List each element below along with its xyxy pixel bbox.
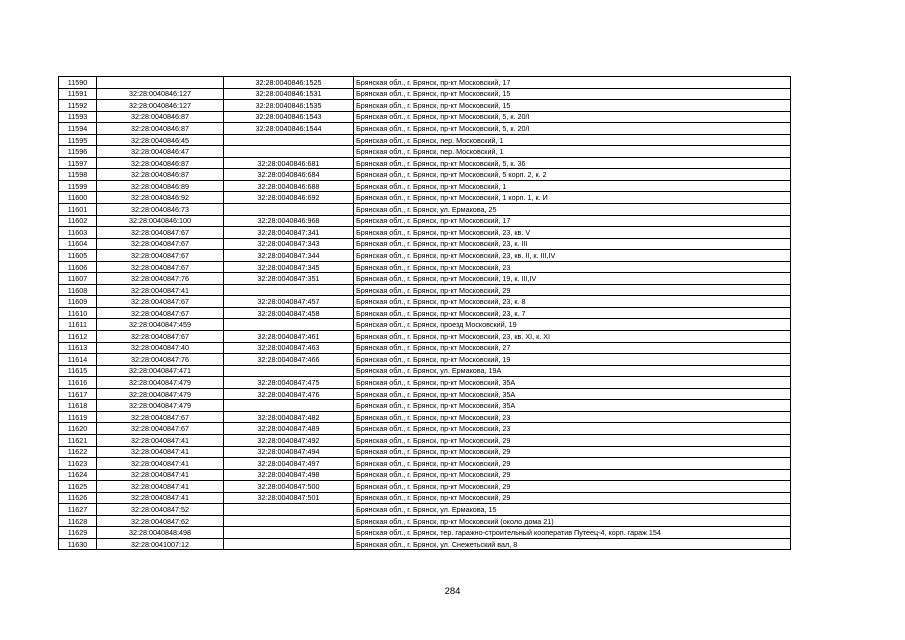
parent-cadastral-number-cell: 32:28:0040846:87	[97, 111, 224, 123]
cadastral-number-cell: 32:28:0040846:681	[224, 157, 354, 169]
row-number-cell: 11609	[59, 296, 97, 308]
cadastral-number-cell	[224, 504, 354, 516]
address-cell: Брянская обл., г. Брянск, пр-кт Московский, 5, к. 20/I	[354, 123, 791, 135]
cadastral-number-cell: 32:28:0040847:345	[224, 261, 354, 273]
table-row	[59, 307, 791, 319]
parent-cadastral-number-cell: 32:28:0040847:41	[97, 458, 224, 470]
cadastral-number-cell: 32:28:0040847:461	[224, 331, 354, 343]
address-cell: Брянская обл., г. Брянск, пр-кт Московский, 23, к. 7	[354, 307, 791, 319]
table-row	[59, 504, 791, 516]
address-cell: Брянская обл., г. Брянск, проезд Московский, 19	[354, 319, 791, 331]
cadastral-number-cell: 32:28:0040847:494	[224, 446, 354, 458]
cadastral-number-cell: 32:28:0040846:968	[224, 215, 354, 227]
table-row	[59, 527, 791, 539]
table-row	[59, 434, 791, 446]
row-number-cell: 11628	[59, 515, 97, 527]
address-cell: Брянская обл., г. Брянск, пр-кт Московский (около дома 21)	[354, 515, 791, 527]
row-number-cell: 11596	[59, 146, 97, 158]
table-row	[59, 134, 791, 146]
table-row	[59, 146, 791, 158]
row-number-cell: 11605	[59, 250, 97, 262]
cadastral-number-cell	[224, 319, 354, 331]
address-cell: Брянская обл., г. Брянск, пр-кт Московский, 29	[354, 458, 791, 470]
cadastral-number-cell: 32:28:0040847:482	[224, 411, 354, 423]
cadastral-number-cell	[224, 527, 354, 539]
table-row	[59, 492, 791, 504]
row-number-cell: 11593	[59, 111, 97, 123]
cadastral-number-cell: 32:28:0040847:475	[224, 377, 354, 389]
cadastral-number-cell: 32:28:0040847:341	[224, 227, 354, 239]
address-cell: Брянская обл., г. Брянск, пр-кт Московский, 19, к. III,IV	[354, 273, 791, 285]
row-number-cell: 11604	[59, 238, 97, 250]
address-cell: Брянская обл., г. Брянск, пр-кт Московский, 29	[354, 481, 791, 493]
address-cell: Брянская обл., г. Брянск, пр-кт Московский, 17	[354, 77, 791, 89]
address-cell: Брянская обл., г. Брянск, пр-кт Московский, 23	[354, 423, 791, 435]
address-cell: Брянская обл., г. Брянск, пр-кт Московский, 23, кв. II, к. III,IV	[354, 250, 791, 262]
table-row	[59, 250, 791, 262]
row-number-cell: 11617	[59, 388, 97, 400]
cadastral-number-cell: 32:28:0040847:489	[224, 423, 354, 435]
parent-cadastral-number-cell: 32:28:0040847:67	[97, 307, 224, 319]
parent-cadastral-number-cell: 32:28:0040847:41	[97, 481, 224, 493]
row-number-cell: 11622	[59, 446, 97, 458]
row-number-cell: 11610	[59, 307, 97, 319]
address-cell: Брянская обл., г. Брянск, пр-кт Московский, 23	[354, 261, 791, 273]
parent-cadastral-number-cell: 32:28:0040846:45	[97, 134, 224, 146]
table-row	[59, 111, 791, 123]
cadastral-number-cell	[224, 400, 354, 412]
cadastral-number-cell: 32:28:0040847:457	[224, 296, 354, 308]
address-cell: Брянская обл., г. Брянск, пр-кт Московский, 23, к. 8	[354, 296, 791, 308]
parent-cadastral-number-cell: 32:28:0040846:127	[97, 88, 224, 100]
parent-cadastral-number-cell: 32:28:0040846:87	[97, 157, 224, 169]
row-number-cell: 11595	[59, 134, 97, 146]
table-row	[59, 284, 791, 296]
cadastral-number-cell	[224, 134, 354, 146]
row-number-cell: 11624	[59, 469, 97, 481]
parent-cadastral-number-cell: 32:28:0040847:67	[97, 331, 224, 343]
table-row	[59, 365, 791, 377]
row-number-cell: 11597	[59, 157, 97, 169]
cadastral-number-cell: 32:28:0040846:1531	[224, 88, 354, 100]
parent-cadastral-number-cell: 32:28:0040846:87	[97, 123, 224, 135]
parent-cadastral-number-cell: 32:28:0040847:41	[97, 492, 224, 504]
row-number-cell: 11620	[59, 423, 97, 435]
row-number-cell: 11613	[59, 342, 97, 354]
address-cell: Брянская обл., г. Брянск, пр-кт Московский, 1 корп. 1, к. И	[354, 192, 791, 204]
table-row	[59, 423, 791, 435]
row-number-cell: 11600	[59, 192, 97, 204]
row-number-cell: 11611	[59, 319, 97, 331]
cadastral-number-cell: 32:28:0040847:463	[224, 342, 354, 354]
cadastral-number-cell	[224, 515, 354, 527]
address-cell: Брянская обл., г. Брянск, ул. Ермакова, 15	[354, 504, 791, 516]
row-number-cell: 11621	[59, 434, 97, 446]
address-cell: Брянская обл., г. Брянск, пр-кт Московский, 15	[354, 88, 791, 100]
table-row	[59, 411, 791, 423]
parent-cadastral-number-cell: 32:28:0040847:52	[97, 504, 224, 516]
parent-cadastral-number-cell: 32:28:0040847:479	[97, 400, 224, 412]
address-cell: Брянская обл., г. Брянск, ул. Ермакова, 25	[354, 204, 791, 216]
address-cell: Брянская обл., г. Брянск, пр-кт Московский, 1	[354, 180, 791, 192]
row-number-cell: 11601	[59, 204, 97, 216]
address-cell: Брянская обл., г. Брянск, пр-кт Московский, 29	[354, 284, 791, 296]
table-row	[59, 261, 791, 273]
parent-cadastral-number-cell: 32:28:0040847:41	[97, 434, 224, 446]
address-cell: Брянская обл., г. Брянск, пр-кт Московский, 5 корп. 2, к. 2	[354, 169, 791, 181]
row-number-cell: 11603	[59, 227, 97, 239]
row-number-cell: 11608	[59, 284, 97, 296]
address-cell: Брянская обл., г. Брянск, пр-кт Московский, 23, к. III	[354, 238, 791, 250]
parent-cadastral-number-cell: 32:28:0040846:127	[97, 100, 224, 112]
cadastral-number-cell: 32:28:0040847:344	[224, 250, 354, 262]
parent-cadastral-number-cell: 32:28:0040846:47	[97, 146, 224, 158]
parent-cadastral-number-cell: 32:28:0040847:479	[97, 377, 224, 389]
address-cell: Брянская обл., г. Брянск, пр-кт Московский, 29	[354, 492, 791, 504]
address-cell: Брянская обл., г. Брянск, тер. гаражно-строительный кооператив Путеец-4, корп. гараж 154	[354, 527, 791, 539]
page-number: 284	[444, 586, 461, 597]
parent-cadastral-number-cell: 32:28:0040847:67	[97, 296, 224, 308]
parent-cadastral-number-cell	[97, 77, 224, 89]
parent-cadastral-number-cell: 32:28:0040847:67	[97, 238, 224, 250]
row-number-cell: 11599	[59, 180, 97, 192]
cadastral-number-cell	[224, 365, 354, 377]
parent-cadastral-number-cell: 32:28:0040847:67	[97, 411, 224, 423]
table-row	[59, 192, 791, 204]
parent-cadastral-number-cell: 32:28:0040847:67	[97, 423, 224, 435]
parent-cadastral-number-cell: 32:28:0040846:87	[97, 169, 224, 181]
table-row	[59, 180, 791, 192]
row-number-cell: 11627	[59, 504, 97, 516]
address-cell: Брянская обл., г. Брянск, пр-кт Московский, 19	[354, 354, 791, 366]
cadastral-number-cell	[224, 284, 354, 296]
address-cell: Брянская обл., г. Брянск, пр-кт Московский, 15	[354, 100, 791, 112]
parent-cadastral-number-cell: 32:28:0040847:62	[97, 515, 224, 527]
table-row	[59, 469, 791, 481]
row-number-cell: 11630	[59, 538, 97, 550]
parent-cadastral-number-cell: 32:28:0040847:41	[97, 469, 224, 481]
row-number-cell: 11594	[59, 123, 97, 135]
address-cell: Брянская обл., г. Брянск, ул. Снежетьский вал, 8	[354, 538, 791, 550]
cadastral-number-cell: 32:28:0040847:492	[224, 434, 354, 446]
table-row	[59, 157, 791, 169]
row-number-cell: 11606	[59, 261, 97, 273]
row-number-cell: 11612	[59, 331, 97, 343]
row-number-cell: 11616	[59, 377, 97, 389]
table-row	[59, 342, 791, 354]
cadastral-number-cell: 32:28:0040846:1535	[224, 100, 354, 112]
address-cell: Брянская обл., г. Брянск, пр-кт Московский, 27	[354, 342, 791, 354]
address-cell: Брянская обл., г. Брянск, пр-кт Московский, 5, к. 36	[354, 157, 791, 169]
register-table	[58, 76, 791, 550]
cadastral-number-cell: 32:28:0040847:466	[224, 354, 354, 366]
row-number-cell: 11626	[59, 492, 97, 504]
cadastral-number-cell: 32:28:0040847:500	[224, 481, 354, 493]
address-cell: Брянская обл., г. Брянск, пер. Московский, 1	[354, 134, 791, 146]
row-number-cell: 11625	[59, 481, 97, 493]
table-row	[59, 204, 791, 216]
table-row	[59, 319, 791, 331]
table-row	[59, 296, 791, 308]
cadastral-number-cell: 32:28:0040847:343	[224, 238, 354, 250]
table-row	[59, 354, 791, 366]
cadastral-number-cell	[224, 538, 354, 550]
address-cell: Брянская обл., г. Брянск, пр-кт Московский, 35А	[354, 400, 791, 412]
parent-cadastral-number-cell: 32:28:0040847:40	[97, 342, 224, 354]
parent-cadastral-number-cell: 32:28:0040847:459	[97, 319, 224, 331]
table-row	[59, 238, 791, 250]
parent-cadastral-number-cell: 32:28:0040848:498	[97, 527, 224, 539]
cadastral-number-cell: 32:28:0040846:1544	[224, 123, 354, 135]
table-row	[59, 377, 791, 389]
parent-cadastral-number-cell: 32:28:0040847:76	[97, 273, 224, 285]
cadastral-number-cell: 32:28:0040846:1525	[224, 77, 354, 89]
table-row	[59, 458, 791, 470]
table-row	[59, 273, 791, 285]
row-number-cell: 11607	[59, 273, 97, 285]
row-number-cell: 11602	[59, 215, 97, 227]
parent-cadastral-number-cell: 32:28:0041007:12	[97, 538, 224, 550]
cadastral-number-cell: 32:28:0040847:498	[224, 469, 354, 481]
address-cell: Брянская обл., г. Брянск, пр-кт Московский, 23	[354, 411, 791, 423]
parent-cadastral-number-cell: 32:28:0040847:479	[97, 388, 224, 400]
row-number-cell: 11629	[59, 527, 97, 539]
address-cell: Брянская обл., г. Брянск, пр-кт Московский, 5, к. 20/I	[354, 111, 791, 123]
cadastral-number-cell: 32:28:0040847:497	[224, 458, 354, 470]
table-row	[59, 446, 791, 458]
parent-cadastral-number-cell: 32:28:0040847:67	[97, 261, 224, 273]
table-row	[59, 227, 791, 239]
cadastral-number-cell: 32:28:0040847:476	[224, 388, 354, 400]
address-cell: Брянская обл., г. Брянск, пр-кт Московский, 23, кв. V	[354, 227, 791, 239]
parent-cadastral-number-cell: 32:28:0040847:67	[97, 227, 224, 239]
address-cell: Брянская обл., г. Брянск, пр-кт Московский, 29	[354, 469, 791, 481]
table-row	[59, 538, 791, 550]
parent-cadastral-number-cell: 32:28:0040847:67	[97, 250, 224, 262]
cadastral-number-cell: 32:28:0040847:458	[224, 307, 354, 319]
parent-cadastral-number-cell: 32:28:0040847:76	[97, 354, 224, 366]
cadastral-number-cell: 32:28:0040847:501	[224, 492, 354, 504]
parent-cadastral-number-cell: 32:28:0040847:41	[97, 446, 224, 458]
table-row	[59, 388, 791, 400]
table-row	[59, 400, 791, 412]
cadastral-number-cell: 32:28:0040846:688	[224, 180, 354, 192]
table-row	[59, 481, 791, 493]
parent-cadastral-number-cell: 32:28:0040846:89	[97, 180, 224, 192]
address-cell: Брянская обл., г. Брянск, пр-кт Московский, 17	[354, 215, 791, 227]
parent-cadastral-number-cell: 32:28:0040846:73	[97, 204, 224, 216]
parent-cadastral-number-cell: 32:28:0040846:92	[97, 192, 224, 204]
cadastral-number-cell: 32:28:0040847:351	[224, 273, 354, 285]
row-number-cell: 11618	[59, 400, 97, 412]
table-row	[59, 100, 791, 112]
parent-cadastral-number-cell: 32:28:0040847:41	[97, 284, 224, 296]
table-row	[59, 515, 791, 527]
address-cell: Брянская обл., г. Брянск, пер. Московский, 1	[354, 146, 791, 158]
address-cell: Брянская обл., г. Брянск, пр-кт Московский, 29	[354, 434, 791, 446]
table-row	[59, 169, 791, 181]
table-row	[59, 77, 791, 89]
row-number-cell: 11623	[59, 458, 97, 470]
row-number-cell: 11591	[59, 88, 97, 100]
table-row	[59, 88, 791, 100]
table-row	[59, 331, 791, 343]
register-table-body	[59, 77, 791, 550]
address-cell: Брянская обл., г. Брянск, пр-кт Московский, 23, кв. XI, к. XI	[354, 331, 791, 343]
row-number-cell: 11592	[59, 100, 97, 112]
cadastral-number-cell: 32:28:0040846:684	[224, 169, 354, 181]
table-row	[59, 215, 791, 227]
row-number-cell: 11598	[59, 169, 97, 181]
cadastral-number-cell: 32:28:0040846:692	[224, 192, 354, 204]
parent-cadastral-number-cell: 32:28:0040846:100	[97, 215, 224, 227]
address-cell: Брянская обл., г. Брянск, пр-кт Московский, 29	[354, 446, 791, 458]
cadastral-number-cell	[224, 204, 354, 216]
row-number-cell: 11619	[59, 411, 97, 423]
row-number-cell: 11590	[59, 77, 97, 89]
table-row	[59, 123, 791, 135]
row-number-cell: 11615	[59, 365, 97, 377]
parent-cadastral-number-cell: 32:28:0040847:471	[97, 365, 224, 377]
address-cell: Брянская обл., г. Брянск, пр-кт Московский, 35А	[354, 388, 791, 400]
cadastral-number-cell	[224, 146, 354, 158]
address-cell: Брянская обл., г. Брянск, ул. Ермакова, 19А	[354, 365, 791, 377]
row-number-cell: 11614	[59, 354, 97, 366]
address-cell: Брянская обл., г. Брянск, пр-кт Московский, 35А	[354, 377, 791, 389]
cadastral-number-cell: 32:28:0040846:1543	[224, 111, 354, 123]
